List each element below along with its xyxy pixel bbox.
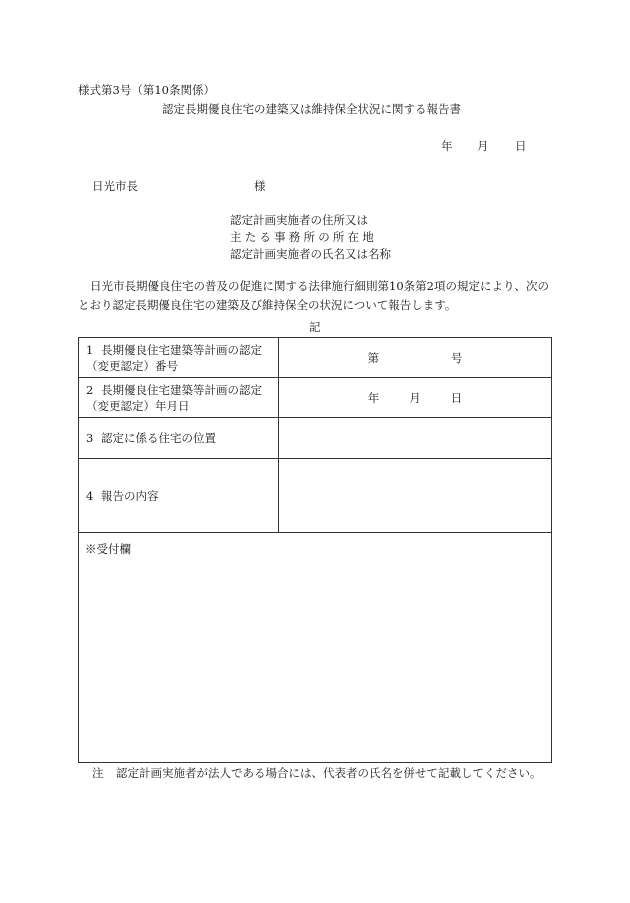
certification-number-cell[interactable]	[279, 338, 552, 378]
reception-area	[79, 533, 552, 763]
addressee-honorific: 様	[254, 179, 266, 193]
date-month-label: 月	[477, 139, 489, 153]
row-label	[79, 459, 279, 533]
addressee-name: 日光市長	[92, 179, 138, 193]
row-label-line1: 長期優良住宅建築等計画の認定	[101, 382, 262, 397]
date-year-label: 年	[367, 390, 380, 405]
applicant-name-label: 認定計画実施者の氏名又は名称	[230, 247, 391, 261]
footnote-mark: 注	[92, 766, 104, 780]
table-row	[79, 378, 552, 418]
date-day-label: 日	[515, 139, 527, 153]
footnote-text: 認定計画実施者が法人である場合には、代表者の氏名を併せて記載してください。	[116, 766, 542, 780]
table-row	[79, 418, 552, 459]
footnote	[92, 765, 542, 781]
row-number: 1	[86, 342, 94, 357]
row-label	[79, 418, 279, 459]
table-row	[79, 338, 552, 378]
date-day-label: 日	[450, 390, 463, 405]
date-month-label: 月	[409, 390, 421, 405]
row-label	[79, 378, 279, 418]
date-line	[441, 138, 527, 154]
applicant-office-label: 主たる事務所の所在地	[230, 230, 377, 244]
row-label	[79, 338, 279, 378]
applicant-block	[230, 212, 391, 263]
document-title: 認定長期優良住宅の建築又は維持保全状況に関する報告書	[162, 102, 461, 116]
report-content-cell[interactable]	[279, 459, 552, 533]
table-row	[79, 533, 552, 763]
date-year-label: 年	[441, 139, 453, 153]
certification-date-cell[interactable]	[279, 378, 552, 418]
row-number: 2	[86, 382, 94, 397]
row-label-line2: （変更認定）番号	[86, 358, 178, 373]
applicant-address-label: 認定計画実施者の住所又は	[230, 213, 368, 227]
row-label-line1: 長期優良住宅建築等計画の認定	[101, 342, 262, 357]
number-prefix: 第	[367, 350, 379, 365]
row-label-text: 認定に係る住宅の位置	[101, 431, 216, 445]
row-label-line2: （変更認定）年月日	[86, 398, 190, 413]
housing-location-cell[interactable]	[279, 418, 552, 459]
report-table	[78, 337, 552, 763]
row-number: 3	[86, 431, 94, 445]
number-suffix: 号	[451, 350, 463, 365]
body-text: 日光市長期優良住宅の普及の促進に関する法律施行細則第10条第2項の規定により、次のとおり認定長期優良住宅の建築及び維持保全の状況について報告します。	[78, 279, 549, 312]
ki-label: 記	[309, 320, 321, 334]
row-number: 4	[86, 488, 94, 503]
form-number: 様式第3号（第10条関係）	[78, 83, 215, 97]
reception-label: ※受付欄	[85, 542, 131, 556]
row-label-text: 報告の内容	[101, 488, 159, 503]
table-row	[79, 459, 552, 533]
